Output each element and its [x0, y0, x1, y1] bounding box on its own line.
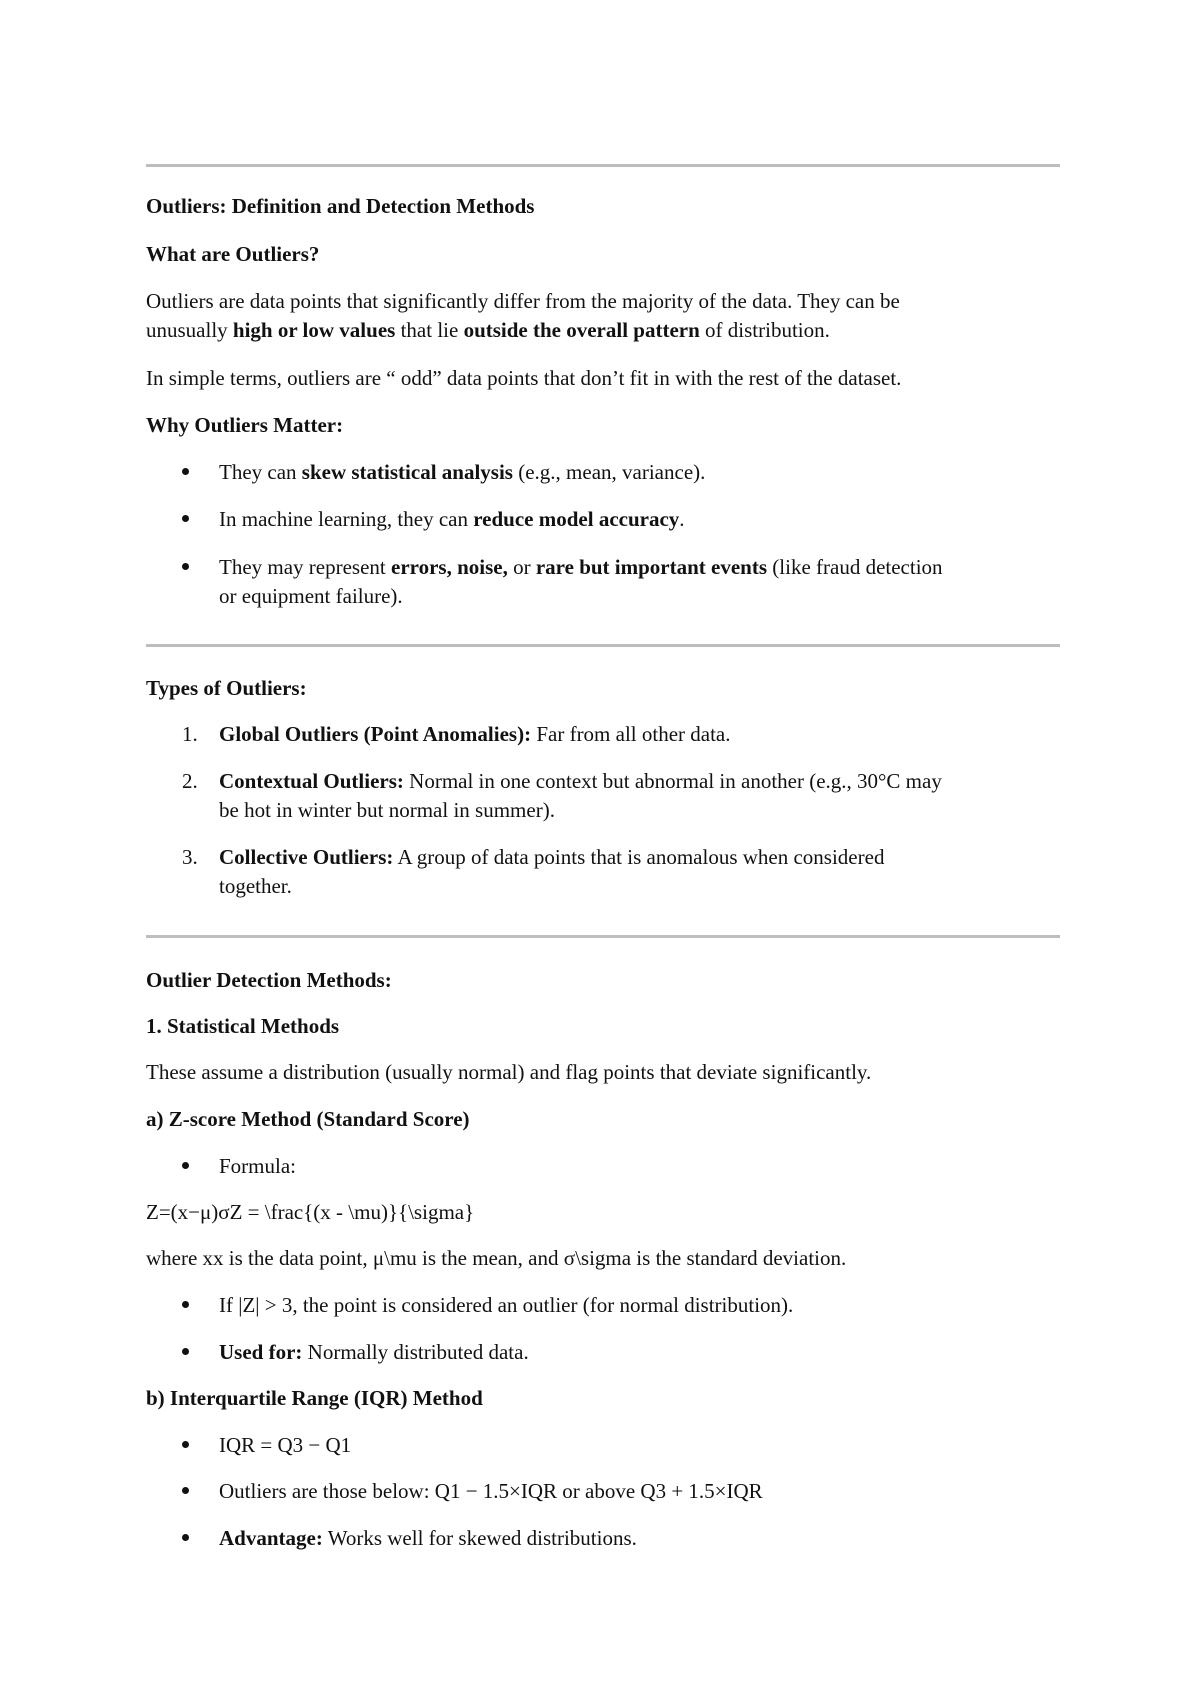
horizontal-rule [146, 935, 1060, 938]
z-bullet-threshold: If |Z| > 3, the point is considered an outlier (for normal distribution). [219, 1293, 794, 1317]
bullet-icon [182, 1301, 192, 1311]
list-number: 2. [182, 769, 198, 793]
bullet-icon [182, 515, 192, 525]
type-item-3-line2: together. [219, 874, 292, 898]
section-heading-types: Types of Outliers: [146, 676, 307, 700]
iqr-bullet-bounds: Outliers are those below: Q1 − 1.5×IQR or above Q3 + 1.5×IQR [219, 1479, 763, 1503]
paragraph-simple-terms: In simple terms, outliers are “ odd” data points that don’t fit in with the rest of the dataset. [146, 366, 902, 390]
list-number: 1. [182, 722, 198, 746]
heading-z-score: a) Z-score Method (Standard Score) [146, 1107, 470, 1131]
bullet-icon [182, 1487, 192, 1497]
paragraph-what-line1: Outliers are data points that significantly differ from the majority of the data. They can be [146, 289, 900, 313]
bullet-icon [182, 468, 192, 478]
bullet-icon [182, 1534, 192, 1544]
why-bullet-3-line2: or equipment failure). [219, 584, 403, 608]
horizontal-rule [146, 644, 1060, 647]
why-bullet-2: In machine learning, they can reduce model accuracy. [219, 507, 685, 531]
z-bullet-formula: Formula: [219, 1154, 296, 1178]
type-item-2-line2: be hot in winter but normal in summer). [219, 798, 555, 822]
document-title: Outliers: Definition and Detection Methods [146, 194, 535, 218]
section-heading-methods: Outlier Detection Methods: [146, 968, 392, 992]
paragraph-what-line2: unusually high or low values that lie outside the overall pattern of distribution. [146, 318, 830, 342]
bullet-icon [182, 1441, 192, 1451]
type-item-1: Global Outliers (Point Anomalies): Far from all other data. [219, 722, 731, 746]
why-bullet-1: They can skew statistical analysis (e.g., mean, variance). [219, 460, 706, 484]
type-item-2: Contextual Outliers: Normal in one context but abnormal in another (e.g., 30°C may [219, 769, 942, 793]
subsection-heading-statistical: 1. Statistical Methods [146, 1014, 340, 1038]
bullet-icon [182, 1162, 192, 1172]
paragraph-statistical: These assume a distribution (usually normal) and flag points that deviate significantly. [146, 1060, 872, 1084]
why-bullet-3: They may represent errors, noise, or rare but important events (like fraud detection [219, 555, 943, 579]
type-item-3: Collective Outliers: A group of data points that is anomalous when considered [219, 845, 885, 869]
iqr-bullet-advantage: Advantage: Works well for skewed distributions. [219, 1526, 637, 1550]
list-number: 3. [182, 845, 198, 869]
horizontal-rule [146, 164, 1060, 167]
bullet-icon [182, 563, 192, 573]
heading-iqr: b) Interquartile Range (IQR) Method [146, 1386, 483, 1410]
bullet-icon [182, 1348, 192, 1358]
section-heading-what: What are Outliers? [146, 242, 320, 266]
iqr-bullet-formula: IQR = Q3 − Q1 [219, 1433, 352, 1457]
z-formula: Z=(x−μ)σZ = \frac{(x - \mu)}{\sigma} [146, 1200, 475, 1224]
z-where-paragraph: where xx is the data point, μ\mu is the mean, and σ\sigma is the standard deviation. [146, 1246, 847, 1270]
z-bullet-used-for: Used for: Normally distributed data. [219, 1340, 529, 1364]
section-heading-why: Why Outliers Matter: [146, 413, 344, 437]
